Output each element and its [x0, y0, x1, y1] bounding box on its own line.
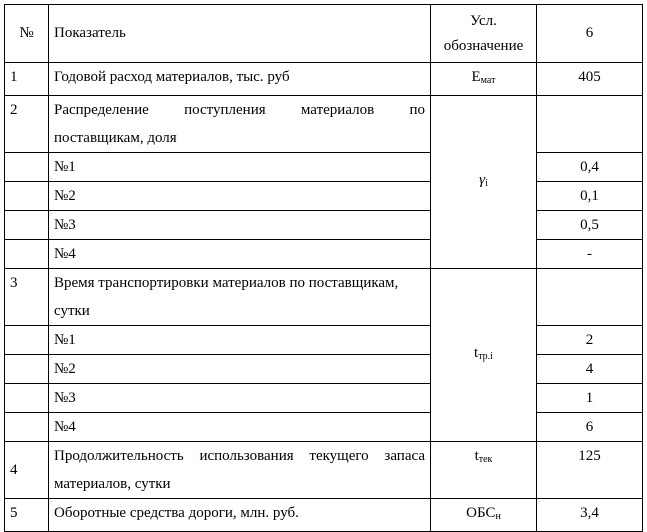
header-num: № — [5, 5, 49, 63]
row-symbol — [431, 269, 537, 442]
symbol-base: Е — [471, 69, 481, 85]
table-header-row — [5, 5, 643, 63]
row-name-line: Распределение поступления материалов по — [54, 102, 425, 118]
symbol-base: γ — [479, 172, 486, 188]
sub-value: - — [537, 240, 643, 269]
header-symbol: Усл. обозначение — [431, 5, 537, 63]
table-row — [5, 182, 643, 211]
row-name-line: Время транспортировки материалов по поставщикам, — [54, 275, 399, 291]
sub-label: №4 — [49, 413, 431, 442]
materials-table — [4, 4, 643, 532]
row-name — [49, 96, 431, 153]
row-name: Годовой расход материалов, тыс. руб — [49, 63, 431, 96]
table-row — [5, 355, 643, 384]
sub-value: 0,4 — [537, 153, 643, 182]
row-num: 3 — [5, 269, 49, 326]
sub-label: №2 — [49, 355, 431, 384]
table-row — [5, 269, 643, 326]
sub-label: №1 — [49, 153, 431, 182]
sub-label: №3 — [49, 211, 431, 240]
sub-value: 0,1 — [537, 182, 643, 211]
symbol-sub: тек — [478, 454, 493, 465]
row-num: 2 — [5, 96, 49, 153]
row-name-line: Продолжительность использования текущего запаса — [54, 448, 425, 464]
row-name-line: сутки — [54, 303, 90, 319]
table-row — [5, 153, 643, 182]
table-row — [5, 499, 643, 532]
symbol-base: t — [474, 345, 479, 361]
symbol-base: t — [474, 448, 479, 464]
row-symbol — [431, 442, 537, 499]
symbol-sub: i — [485, 178, 488, 189]
sub-value: 1 — [537, 384, 643, 413]
row-name: Оборотные средства дороги, млн. руб. — [49, 499, 431, 532]
header-value: 6 — [537, 5, 643, 63]
row-value: 125 — [537, 442, 643, 499]
table-row — [5, 413, 643, 442]
row-num: 4 — [5, 442, 49, 499]
table-row — [5, 240, 643, 269]
row-name-line: материалов, сутки — [54, 476, 171, 492]
row-value: 3,4 — [537, 499, 643, 532]
symbol-sub: н — [495, 511, 501, 522]
row-symbol — [431, 96, 537, 269]
sub-value: 2 — [537, 326, 643, 355]
row-symbol — [431, 499, 537, 532]
row-name-line: поставщикам, доля — [54, 130, 177, 146]
row-value: 405 — [537, 63, 643, 96]
row-name — [49, 442, 431, 499]
row-value — [537, 96, 643, 153]
row-name — [49, 269, 431, 326]
sub-label: №1 — [49, 326, 431, 355]
row-num: 5 — [5, 499, 49, 532]
sub-value: 0,5 — [537, 211, 643, 240]
row-num: 1 — [5, 63, 49, 96]
table-row — [5, 326, 643, 355]
table-row — [5, 63, 643, 96]
symbol-sub: тр.i — [478, 351, 493, 362]
table-row — [5, 211, 643, 240]
table-row — [5, 96, 643, 153]
table-row — [5, 384, 643, 413]
sub-value: 4 — [537, 355, 643, 384]
sub-label: №2 — [49, 182, 431, 211]
header-indicator: Показатель — [49, 5, 431, 63]
row-symbol — [431, 63, 537, 96]
row-value — [537, 269, 643, 326]
sub-value: 6 — [537, 413, 643, 442]
sub-label: №4 — [49, 240, 431, 269]
table-row — [5, 442, 643, 499]
sub-label: №3 — [49, 384, 431, 413]
symbol-sub: мат — [480, 75, 496, 86]
symbol-base: ОБС — [466, 505, 496, 521]
